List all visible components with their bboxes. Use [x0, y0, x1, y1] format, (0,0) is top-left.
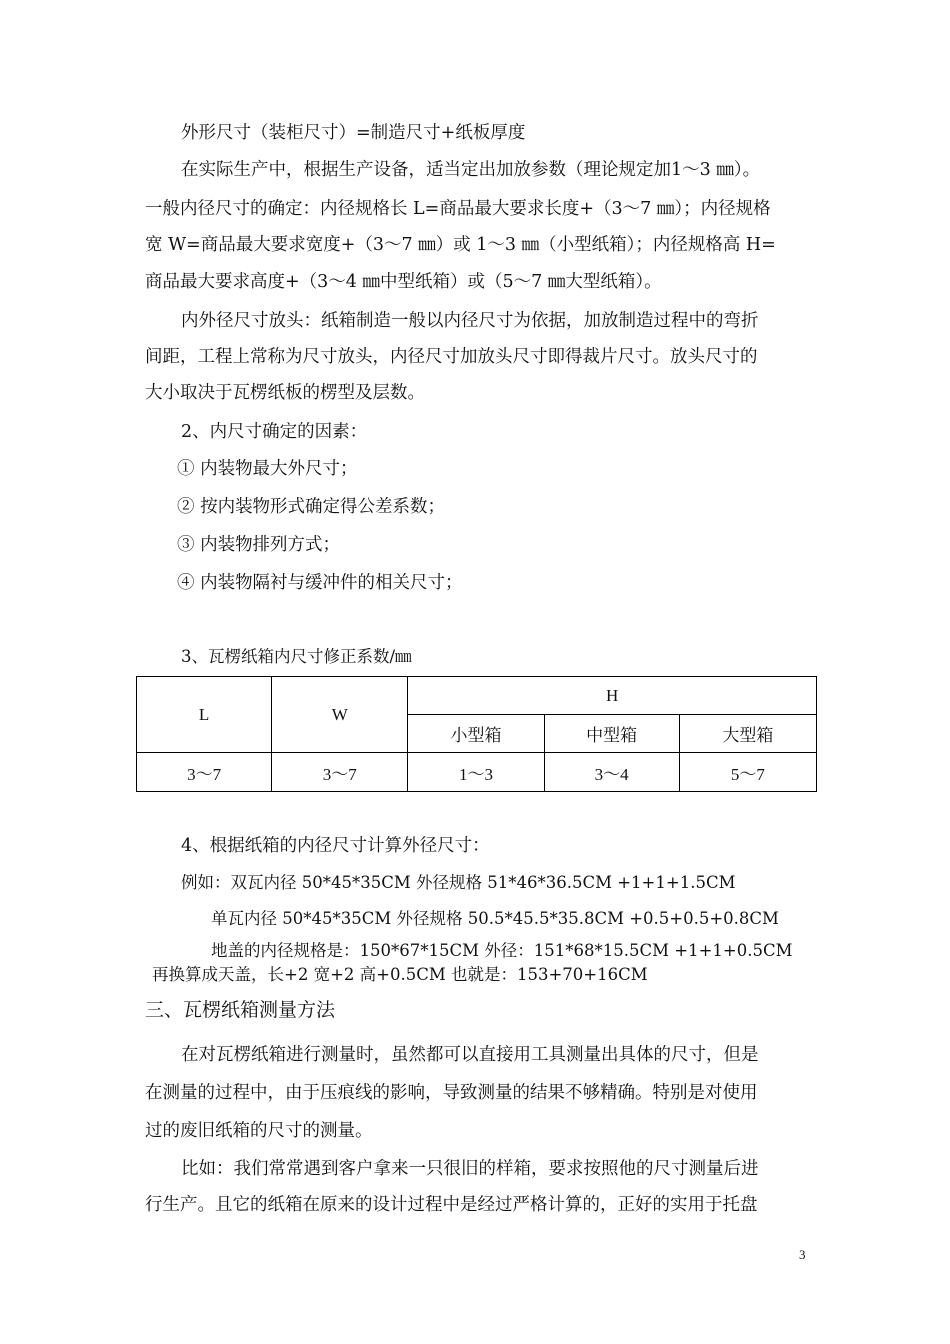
- line-production-3: 宽 W=商品最大要求宽度+（3～7 ㎜）或 1～3 ㎜（小型纸箱）；内径规格高 H=: [145, 235, 776, 255]
- measure-para2-line1: 比如：我们常常遇到客户拿来一只很旧的样箱，要求按照他的尺寸测量后进: [181, 1159, 759, 1179]
- header-small-box: 小型箱: [408, 715, 544, 753]
- measure-para1-line1: 在对瓦楞纸箱进行测量时，虽然都可以直接用工具测量出具体的尺寸，但是: [181, 1045, 759, 1065]
- factor-item-4: ④ 内装物隔衬与缓冲件的相关尺寸；: [177, 573, 463, 593]
- factor-item-2: ② 按内装物形式确定得公差系数；: [177, 497, 446, 517]
- section3-title: 3、瓦楞纸箱内尺寸修正系数/㎜: [181, 647, 412, 666]
- cell-W-value: 3～7: [272, 753, 408, 792]
- header-large-box: 大型箱: [679, 715, 816, 753]
- header-L: L: [137, 677, 272, 753]
- section4-title: 4、根据纸箱的内径尺寸计算外径尺寸：: [181, 836, 490, 856]
- line-production-4: 商品最大要求高度+（3～4 ㎜中型纸箱）或（5～7 ㎜大型纸箱）。: [145, 272, 662, 292]
- example-line-4: 再换算成天盖，长+2 宽+2 高+0.5CM 也就是：153+70+16CM: [152, 965, 648, 984]
- line-production-1: 在实际生产中，根据生产设备，适当定出加放参数（理论规定加1～3 ㎜）。: [181, 160, 761, 180]
- cell-medium-value: 3～4: [544, 753, 679, 792]
- chapter3-heading: 三、瓦楞纸箱测量方法: [145, 999, 336, 1021]
- measure-para2-line2: 行生产。且它的纸箱在原来的设计过程中是经过严格计算的，正好的实用于托盘: [145, 1195, 758, 1215]
- line-production-2: 一般内径尺寸的确定：内径规格长 L=商品最大要求长度+（3～7 ㎜）；内径规格: [145, 199, 771, 219]
- factor-item-3: ③ 内装物排列方式；: [177, 535, 341, 555]
- factor-item-1: ① 内装物最大外尺寸；: [177, 459, 358, 479]
- measure-para1-line3: 过的废旧纸箱的尺寸的测量。: [145, 1121, 373, 1141]
- example-line-2: 单瓦内径 50*45*35CM 外径规格 50.5*45.5*35.8CM +0.5+0.5+0.8CM: [211, 909, 779, 928]
- line-allowance-2: 间距，工程上常称为尺寸放头，内径尺寸加放头尺寸即得裁片尺寸。放头尺寸的: [145, 347, 758, 367]
- correction-table: [136, 676, 817, 792]
- line-allowance-1: 内外径尺寸放头：纸箱制造一般以内径尺寸为依据，加放制造过程中的弯折: [181, 311, 759, 331]
- line-allowance-3: 大小取决于瓦楞纸板的楞型及层数。: [145, 383, 425, 403]
- header-H: H: [408, 677, 817, 715]
- cell-L-value: 3～7: [137, 753, 272, 792]
- cell-small-value: 1～3: [408, 753, 544, 792]
- page-number: 3: [799, 1247, 806, 1262]
- example-line-1: 例如：双瓦内径 50*45*35CM 外径规格 51*46*36.5CM +1+1+1.5CM: [181, 873, 736, 892]
- header-W: W: [272, 677, 408, 753]
- measure-para1-line2: 在测量的过程中，由于压痕线的影响，导致测量的结果不够精确。特别是对使用: [145, 1083, 758, 1103]
- line-outer-size: 外形尺寸（装柜尺寸）=制造尺寸+纸板厚度: [181, 123, 526, 143]
- example-line-3: 地盖的内径规格是：150*67*15CM 外径：151*68*15.5CM +1+1+0.5CM: [211, 941, 793, 960]
- header-medium-box: 中型箱: [544, 715, 679, 753]
- section2-title: 2、内尺寸确定的因素：: [181, 422, 368, 442]
- cell-large-value: 5～7: [679, 753, 816, 792]
